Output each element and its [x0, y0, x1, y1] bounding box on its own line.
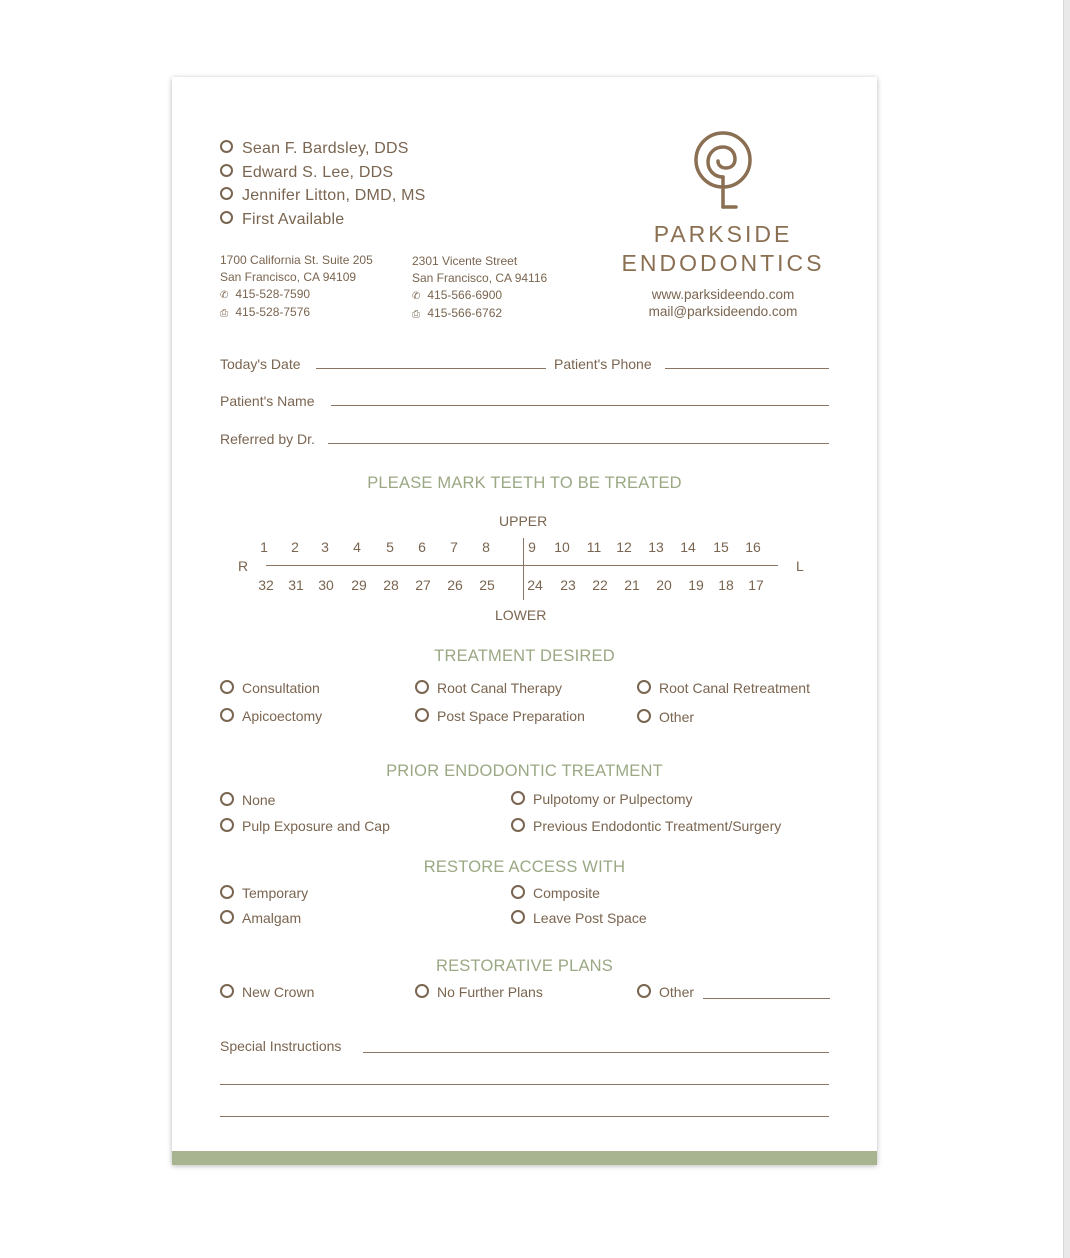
radio-button[interactable] [511, 885, 525, 899]
option-temporary[interactable]: Temporary [220, 885, 308, 901]
option-amalgam[interactable]: Amalgam [220, 910, 301, 926]
option-root-canal-retreatment[interactable]: Root Canal Retreatment [637, 680, 810, 696]
office-fax: ⎙ 415-528-7576 [220, 304, 373, 322]
option-plans-other[interactable]: Other [637, 984, 694, 1000]
patient-name-label: Patient's Name [220, 393, 315, 409]
radio-button[interactable] [511, 818, 525, 832]
doctor-option-bardsley[interactable]: Sean F. Bardsley, DDS [220, 140, 409, 158]
radio-button[interactable] [220, 818, 234, 832]
upper-tooth-1[interactable]: 1 [260, 539, 268, 555]
radio-button[interactable] [511, 910, 525, 924]
option-leave-post-space[interactable]: Leave Post Space [511, 910, 647, 926]
radio-button[interactable] [415, 680, 429, 694]
upper-tooth-10[interactable]: 10 [554, 539, 570, 555]
upper-tooth-12[interactable]: 12 [616, 539, 632, 555]
radio-button[interactable] [637, 680, 651, 694]
footer-accent-bar [172, 1151, 877, 1165]
scrollbar-track[interactable] [1063, 0, 1070, 1258]
option-none[interactable]: None [220, 792, 275, 808]
special-instructions-line-1[interactable] [363, 1052, 829, 1053]
right-side-label: R [238, 558, 249, 574]
upper-tooth-8[interactable]: 8 [482, 539, 490, 555]
email-link[interactable]: mail@parksideendo.com [648, 304, 798, 319]
lower-tooth-28[interactable]: 28 [383, 577, 399, 593]
option-pulpotomy[interactable]: Pulpotomy or Pulpectomy [511, 791, 693, 807]
option-new-crown[interactable]: New Crown [220, 984, 314, 1000]
todays-date-line[interactable] [316, 368, 546, 369]
radio-button[interactable] [637, 984, 651, 998]
radio-button[interactable] [220, 984, 234, 998]
upper-tooth-15[interactable]: 15 [713, 539, 729, 555]
restore-access-heading: RESTORE ACCESS WITH [423, 858, 626, 876]
lower-tooth-32[interactable]: 32 [258, 577, 274, 593]
radio-button[interactable] [220, 910, 234, 924]
upper-tooth-2[interactable]: 2 [291, 539, 299, 555]
teeth-horizontal-divider [266, 565, 778, 566]
lower-tooth-26[interactable]: 26 [447, 577, 463, 593]
lower-tooth-24[interactable]: 24 [527, 577, 543, 593]
fax-icon: ⎙ [220, 308, 228, 319]
upper-tooth-16[interactable]: 16 [745, 539, 761, 555]
tree-logo-icon [690, 130, 756, 210]
radio-button[interactable] [220, 792, 234, 806]
left-side-label: L [796, 558, 804, 574]
office-city: San Francisco, CA 94109 [220, 270, 357, 284]
lower-tooth-20[interactable]: 20 [656, 577, 672, 593]
upper-tooth-14[interactable]: 14 [680, 539, 696, 555]
radio-button[interactable] [220, 885, 234, 899]
radio-button[interactable] [415, 984, 429, 998]
upper-tooth-4[interactable]: 4 [353, 539, 361, 555]
lower-tooth-27[interactable]: 27 [415, 577, 431, 593]
upper-tooth-7[interactable]: 7 [450, 539, 458, 555]
phone-icon: ✆ [220, 290, 229, 301]
lower-tooth-17[interactable]: 17 [748, 577, 764, 593]
radio-button[interactable] [220, 211, 233, 224]
doctor-option-litton[interactable]: Jennifer Litton, DMD, MS [220, 187, 426, 205]
lower-tooth-18[interactable]: 18 [718, 577, 734, 593]
option-post-space-preparation[interactable]: Post Space Preparation [415, 708, 585, 724]
upper-tooth-13[interactable]: 13 [648, 539, 664, 555]
lower-tooth-29[interactable]: 29 [351, 577, 367, 593]
radio-button[interactable] [220, 140, 233, 153]
radio-button[interactable] [220, 708, 234, 722]
fax-icon: ⎙ [412, 309, 420, 320]
lower-tooth-23[interactable]: 23 [560, 577, 576, 593]
upper-tooth-11[interactable]: 11 [586, 539, 602, 555]
radio-button[interactable] [220, 164, 233, 177]
patient-name-line[interactable] [331, 405, 829, 406]
prior-treatment-heading: PRIOR ENDODONTIC TREATMENT [386, 762, 663, 780]
option-no-further-plans[interactable]: No Further Plans [415, 984, 543, 1000]
treatment-desired-heading: TREATMENT DESIRED [434, 647, 615, 665]
office-phone: ✆ 415-528-7590 [220, 286, 373, 304]
special-instructions-label: Special Instructions [220, 1038, 342, 1054]
patient-phone-label: Patient's Phone [554, 356, 652, 372]
lower-label: LOWER [495, 607, 547, 623]
radio-button[interactable] [511, 791, 525, 805]
radio-button[interactable] [415, 708, 429, 722]
referred-by-label: Referred by Dr. [220, 431, 315, 447]
patient-phone-line[interactable] [665, 368, 829, 369]
phone-icon: ✆ [412, 291, 421, 302]
referred-by-line[interactable] [328, 443, 829, 444]
upper-tooth-5[interactable]: 5 [386, 539, 394, 555]
option-root-canal-therapy[interactable]: Root Canal Therapy [415, 680, 562, 696]
restorative-plans-heading: RESTORATIVE PLANS [435, 957, 613, 975]
lower-tooth-21[interactable]: 21 [624, 577, 640, 593]
option-composite[interactable]: Composite [511, 885, 600, 901]
doctor-option-first-available[interactable]: First Available [220, 211, 344, 229]
office-address-california [220, 252, 373, 322]
lower-tooth-25[interactable]: 25 [479, 577, 495, 593]
referral-form-page [172, 77, 877, 1165]
radio-button[interactable] [220, 680, 234, 694]
upper-tooth-3[interactable]: 3 [321, 539, 329, 555]
website-link[interactable]: www.parksideendo.com [651, 287, 795, 302]
upper-tooth-6[interactable]: 6 [418, 539, 426, 555]
option-treatment-other[interactable]: Other [637, 709, 694, 725]
lower-tooth-22[interactable]: 22 [592, 577, 608, 593]
option-previous-endodontic[interactable]: Previous Endodontic Treatment/Surgery [511, 818, 781, 834]
lower-tooth-31[interactable]: 31 [288, 577, 304, 593]
brand-contact [608, 286, 838, 320]
upper-label: UPPER [499, 513, 548, 529]
office-city: San Francisco, CA 94116 [412, 271, 548, 285]
doctor-option-lee[interactable]: Edward S. Lee, DDS [220, 164, 393, 182]
lower-tooth-30[interactable]: 30 [318, 577, 334, 593]
office-fax: ⎙ 415-566-6762 [412, 305, 547, 323]
office-phone: ✆ 415-566-6900 [412, 287, 547, 305]
option-consultation[interactable]: Consultation [220, 680, 320, 696]
option-pulp-exposure[interactable]: Pulp Exposure and Cap [220, 818, 390, 834]
radio-button[interactable] [637, 709, 651, 723]
upper-tooth-9[interactable]: 9 [528, 539, 536, 555]
office-street: 1700 California St. Suite 205 [220, 253, 373, 267]
office-street: 2301 Vicente Street [412, 254, 518, 268]
special-instructions-line-3[interactable] [220, 1116, 829, 1117]
radio-button[interactable] [220, 187, 233, 200]
option-apicoectomy[interactable]: Apicoectomy [220, 708, 322, 724]
special-instructions-line-2[interactable] [220, 1084, 829, 1085]
lower-tooth-19[interactable]: 19 [688, 577, 704, 593]
plans-other-line[interactable] [703, 998, 830, 999]
teeth-heading: PLEASE MARK TEETH TO BE TREATED [367, 474, 682, 492]
office-address-vicente [412, 253, 547, 323]
todays-date-label: Today's Date [220, 356, 301, 372]
brand-name: PARKSIDE ENDODONTICS [621, 221, 825, 276]
